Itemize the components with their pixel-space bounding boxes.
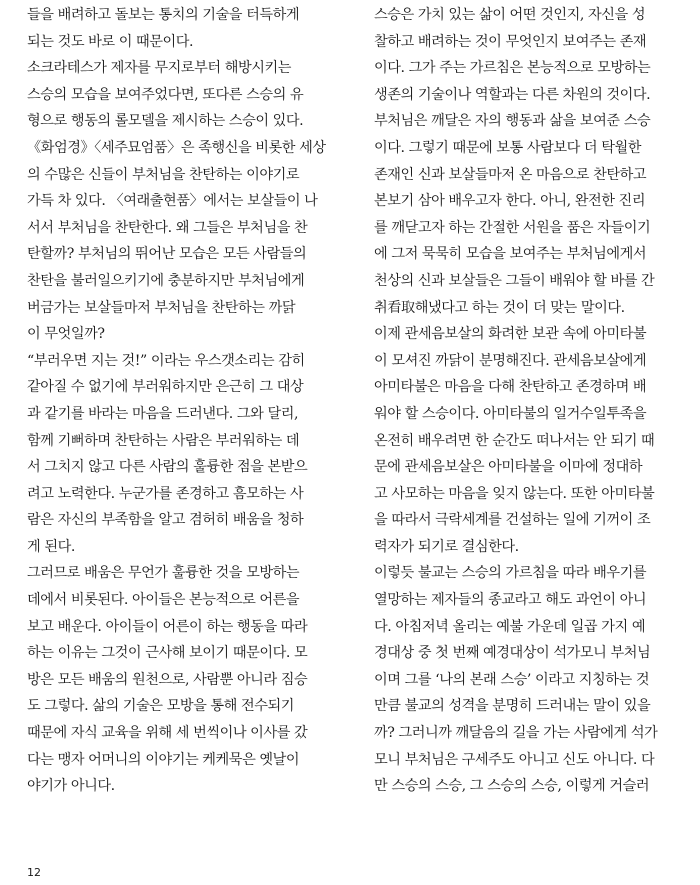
text-line: 스승의 모습을 보여주었다면, 또다른 스승의 유	[27, 86, 304, 103]
text-line: 서서 부처님을 찬탄한다. 왜 그들은 부처님을 찬	[27, 219, 308, 236]
text-line: 형으로 행동의 롤모델을 제시하는 스승이 있다.	[27, 113, 304, 130]
text-line: 들을 배려하고 돌보는 통치의 기술을 터득하게	[27, 7, 300, 23]
text-line: 서 그치지 않고 다른 사람의 훌륭한 점을 본받으	[27, 459, 308, 476]
text-line: 문에 관세음보살은 아미타불을 이마에 정대하	[374, 459, 643, 476]
text-line: 력자가 되기로 결심한다.	[374, 538, 519, 555]
text-line: 까? 그러니까 깨달음의 길을 가는 사람에게 석가	[374, 725, 658, 742]
text-line: 를 깨닫고자 하는 간절한 서원을 품은 자들이기	[374, 219, 651, 236]
text-line: 본보기 삼아 배우고자 한다. 아니, 완전한 진리	[374, 193, 646, 210]
text-line: 고 사모하는 마음을 잊지 않는다. 또한 아미타불	[374, 485, 655, 502]
text-line: 과 같기를 바라는 마음을 드러낸다. 그와 달리,	[27, 405, 299, 422]
text-line: 이다. 그가 주는 가르침은 본능적으로 모방하는	[374, 60, 651, 77]
text-line: 게 된다.	[27, 538, 75, 555]
text-line: 보고 배운다. 아이들이 어른이 하는 행동을 따라	[27, 618, 308, 635]
text-line: 부처님은 깨달은 자의 행동과 삶을 보여준 스승	[374, 113, 651, 130]
text-line: 온전히 배우려면 한 순간도 떠나서는 안 되기 때	[374, 432, 655, 449]
text-line: 같아질 수 없기에 부러워하지만 은근히 그 대상	[27, 379, 304, 396]
text-line: 이 모셔진 까닭이 분명해진다. 관세음보살에게	[374, 352, 647, 369]
text-line: 이 무엇일까?	[27, 326, 105, 343]
text-line: 존재인 신과 보살들마저 온 마음으로 찬탄하고	[374, 166, 647, 183]
text-line: 찰하고 배려하는 것이 무엇인지 보여주는 존재	[374, 33, 647, 50]
text-line: 취看取해냈다고 하는 것이 더 맞는 말이다.	[374, 299, 625, 316]
text-line: 만 스승의 스승, 그 스승의 스승, 이렇게 거슬러	[374, 778, 650, 795]
text-line: 이렇듯 불교는 스승의 가르침을 따라 배우기를	[374, 565, 647, 582]
text-line: “부러우면 지는 것!” 이라는 우스갯소리는 감히	[27, 352, 305, 369]
text-line: 찬탄을 불러일으키기에 충분하지만 부처님에게	[27, 272, 305, 289]
text-line: 하는 이유는 그것이 근사해 보이기 때문이다. 모	[27, 645, 308, 662]
text-line: 버금가는 보살들마저 부처님을 찬탄하는 까닭	[27, 299, 296, 316]
text-line: 아미타불은 마음을 다해 찬탄하고 존경하며 배	[374, 379, 647, 396]
text-line: 이며 그를 ‘나의 본래 스승’ 이라고 지칭하는 것	[374, 671, 650, 688]
left-text-column	[27, 2, 327, 800]
text-line: 되는 것도 바로 이 때문이다.	[27, 33, 194, 50]
text-line: 을 따라서 극락세계를 건설하는 일에 기꺼이 조	[374, 512, 651, 529]
right-text-column	[374, 2, 674, 800]
text-line: 그러므로 배움은 무언가 훌륭한 것을 모방하는	[27, 565, 300, 582]
text-line: 다는 맹자 어머니의 이야기는 케케묵은 옛날이	[27, 751, 300, 768]
text-line: 천상의 신과 보살들은 그들이 배워야 할 바를 간	[374, 272, 655, 289]
text-line: 이다. 그렇기 때문에 보통 사람보다 더 탁월한	[374, 139, 642, 156]
text-line: 함께 기뻐하며 찬탄하는 사람은 부러워하는 데	[27, 432, 300, 449]
text-line: 열망하는 제자들의 종교라고 해도 과언이 아니	[374, 592, 647, 609]
text-line: 탄할까? 부처님의 뛰어난 모습은 모든 사람들의	[27, 246, 307, 263]
text-line: 워야 할 스승이다. 아미타불의 일거수일투족을	[374, 405, 647, 422]
text-line: 가득 차 있다. 〈여래출현품〉에서는 보살들이 나	[27, 193, 318, 210]
text-line: 소크라테스가 제자를 무지로부터 해방시키는	[27, 60, 292, 77]
text-line: 데에서 비롯된다. 아이들은 본능적으로 어른을	[27, 592, 300, 609]
text-line: 방은 모든 배움의 원천으로, 사람뿐 아니라 짐승	[27, 671, 308, 688]
text-line: 때문에 자식 교육을 위해 세 번씩이나 이사를 갔	[27, 725, 308, 742]
text-line: 야기가 아니다.	[27, 778, 115, 795]
text-line: 의 수많은 신들이 부처님을 찬탄하는 이야기로	[27, 166, 300, 183]
page-number: 12	[27, 866, 41, 879]
text-line: 다. 아침저녁 올리는 예불 가운데 일곱 가지 예	[374, 618, 646, 635]
text-line: 이제 관세음보살의 화려한 보관 속에 아미타불	[374, 326, 647, 343]
text-line: 만큼 불교의 성격을 분명히 드러내는 말이 있을	[374, 698, 651, 715]
text-line: 《화엄경》〈세주묘엄품〉은 족행신을 비롯한 세상	[27, 139, 326, 156]
text-line: 생존의 기술이나 역할과는 다른 차원의 것이다.	[374, 86, 651, 103]
text-line: 모니 부처님은 구세주도 아니고 신도 아니다. 다	[374, 751, 655, 768]
text-line: 람은 자신의 부족함을 알고 겸허히 배움을 청하	[27, 512, 304, 529]
text-line: 에 그저 묵묵히 모습을 보여주는 부처님에게서	[374, 246, 647, 263]
text-line: 경대상 중 첫 번째 예경대상이 석가모니 부처님	[374, 645, 651, 662]
text-line: 도 그렇다. 삶의 기술은 모방을 통해 전수되기	[27, 698, 295, 715]
text-line: 려고 노력한다. 누군가를 존경하고 흠모하는 사	[27, 485, 304, 502]
text-line: 스승은 가치 있는 삶이 어떤 것인지, 자신을 성	[374, 7, 646, 23]
